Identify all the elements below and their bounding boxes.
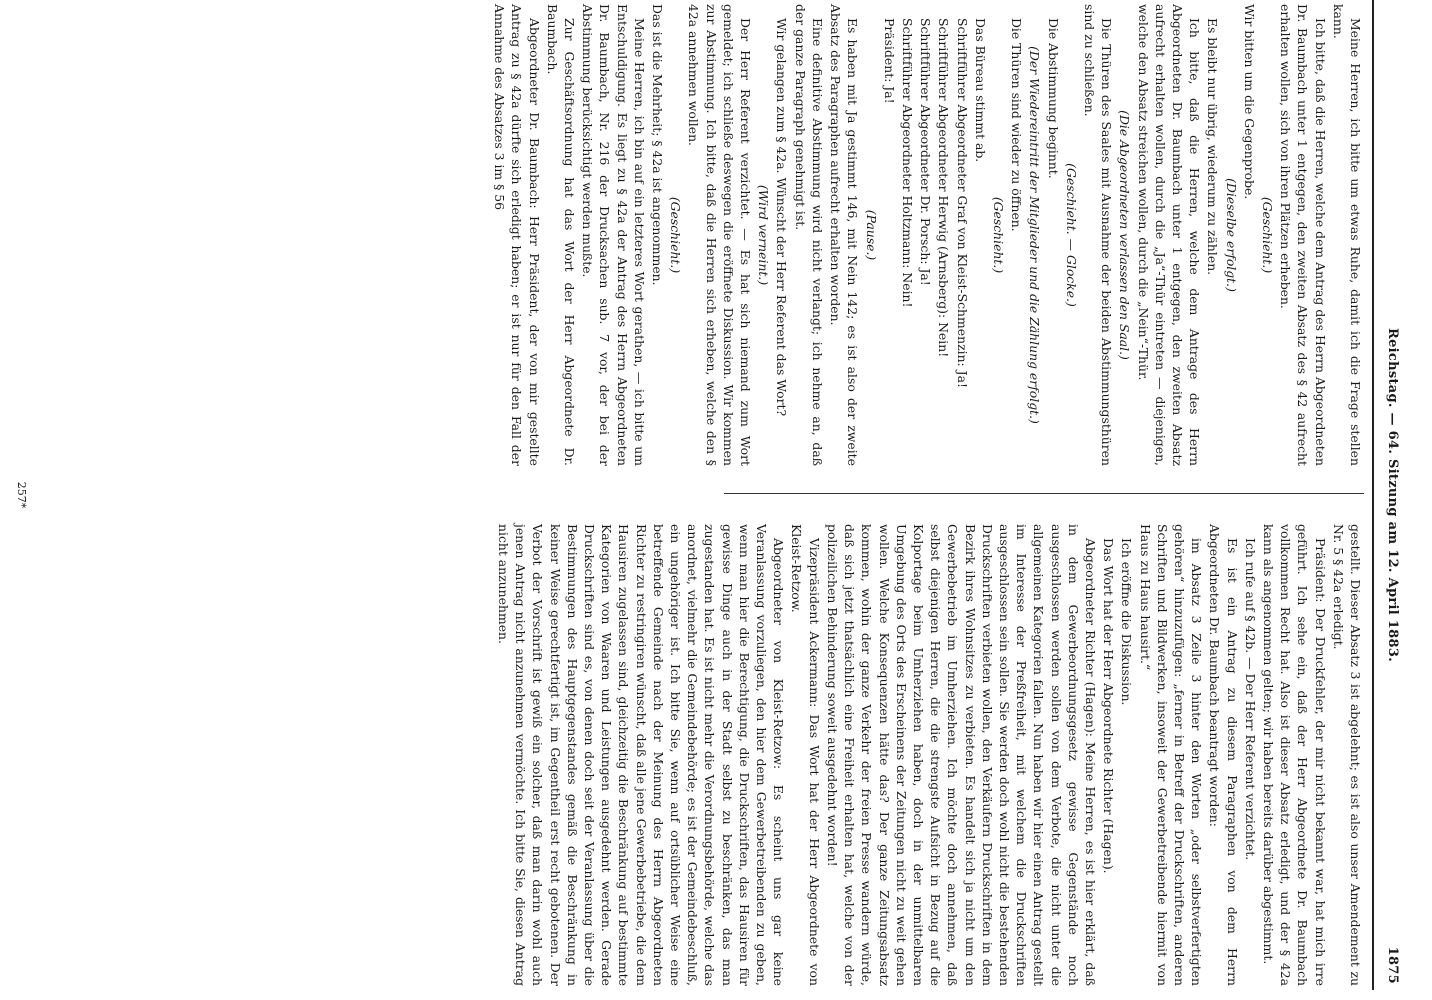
paragraph: Es ist ein Antrag zu diesem Paragraphen von dem Herrn Abgeordneten Dr. Baumbach beantragt worden: [1207,524,1240,986]
paragraph: Eine definitive Abstimmung wird nicht verlangt; ich nehme an, daß der ganze Paragraph genehmigt ist. [792,4,825,466]
paragraph: Schriftführer Abgeordneter Dr. Porsch: Ja! [918,18,934,286]
paragraph: Das ist die Mehrheit; § 42a ist angenommen. [650,4,666,286]
paragraph: Schriftführer Abgeordneter Herwig (Arnsberg): Nein! [936,18,952,358]
paragraph: Die Abstimmung beginnt. [1045,18,1061,179]
paragraph: Abgeordneter von Kleist-Retzow: Es scheint uns gar keine Veranlassung vorzuliegen, den hier dem Gewerbetreibenden zu geben, wenn man hier die Berechtigung, die Druckschriften, das Hausiren für gewisse Dinge auch in der Stadt selbst zu beschränken, das man zugestanden hat. Es ist nicht mehr die Verordnungsbehörde, welche das anordnet, vielmehr die Gemeindebehörde; es ist der Gemeindebeschluß, ein ungehöriger ist. Ich bitte Sie, wenn auf ortsüblicher Weise eine betreffende Gemeinde nach der Meinung des Herrn Abgeordneten Richter zu restringiren wünscht, daß alle jene Gewerbebetriebe, die dem Hausiren zugelassen sind, gleichzeitig die Beschränkung auf bestimmte Kategorien von Waaren und Leistungen ausgedehnt werden. Gerade Druckschriften sind es, von denen doch seit der Veranlassung über die Bestimmungen des Hauptgegenstandes gemäß die Beschränkung in keiner Weise gerechtfertigt ist, im Gegentheil erst recht gebotenen. Der Verbot der Vorschrift ist gewiß ein solcher, daß man darin wohl auch jenen Antrag nicht anzunehmen vermöchte. Ich bitte Sie, diesen Antrag nicht anzunehmen. [496,524,787,986]
paragraph: Das Wort hat der Herr Abgeordnete Richter (Hagen). [1101,538,1117,874]
paragraph: Präsident: Ja! [881,18,897,104]
paragraph: im Absatz 3 Zeile 3 hinter den Worten „oder selbstverfertigten gehören“ hinzuzufügen: „ferner in Betreff der Druckschriften, anderen Schriften und Bildwerken, insoweit der Gewerbetreibende hiermit von Haus zu Haus hausirt.“ [1137,524,1205,986]
paragraph: Es haben mit Ja gestimmt 146, mit Nein 142; es ist also der zweite Absatz des Paragraphen aufrecht erhalten worden. [828,4,861,466]
paragraph: Abgeordneter Dr. Baumbach: Herr Präsident, der von mir gestellte Antrag zu § 42a dürfte sich erledigt haben; er ist nur für den Fall der Annahme des Absatzes 3 im § 56 [492,4,542,466]
paragraph: (Wird verneint.) [756,184,772,286]
paragraph: (Der Wiedereintritt der Mitglieder und die Zählung erfolgt.) [1027,46,1043,424]
text-column-left [490,4,1364,466]
column-divider [724,493,1364,494]
paragraph: (Geschieht.) [668,196,684,274]
paragraph: Die Thüren sind wieder zu öffnen. [1009,18,1025,232]
page-number: 1875 [1385,946,1400,984]
paragraph: Ich eröffne die Diskussion. [1119,538,1135,706]
paragraph: Präsident: Der Druckfehler, der mir nicht bekannt war, hat mich irre geführt. Ich sehe ein, daß der Herr Abgeordnete Dr. Baumbach vollkommen Recht hat. Also ist dieser Absatz erledigt, und der § 42a kann als angenommen gelten; wir haben bereits darüber abgestimmt. [1260,524,1328,986]
paragraph: Ich bitte, daß die Herren, welche dem Antrag des Herrn Abgeordneten Dr. Baumbach unter 1 entgegen, den zweiten Absatz des § 42 aufrecht erhalten wollen, sich von ihren Plätzen erheben. [1278,4,1328,466]
paragraph: Meine Herren, ich bin auf ein letzteres Wort gerathen, — ich bitte um Entschuldigung. Es liegt zu § 42a der Antrag des Herrn Abgeordneten Dr. Baumbach, Nr. 216 der Drucksachen sub. 7 vor, der bei der Abstimmung berücksichtigt werden mußte. [580,4,647,466]
paragraph: gestellt. Dieser Absatz 3 ist abgelehnt; es ist also unser Amendement zu Nr. 5 § 42a erledigt. [1330,524,1363,986]
header-rule [1372,0,1374,990]
paragraph: Zur Geschäftsordnung hat das Wort der Herr Abgeordnete Dr. Baumbach. [544,4,578,466]
paragraph: (Geschieht. — Glocke.) [1063,163,1079,307]
paragraph: Wir gelangen zum § 42a. Wünscht der Herr Referent das Wort? [774,18,790,417]
paragraph: Der Herr Referent verzichtet. — Es hat sich niemand zum Wort gemeldet; ich schließe deswegen die eröffnete Diskussion. Wir kommen zur Abstimmung. Ich bitte, daß die Herren sich erheben, welche den § 42a annehmen wollen. [686,4,754,466]
paragraph: Es bleibt nur übrig, wiederum zu zählen. [1205,18,1221,276]
paragraph: Ich rufe auf § 42b. — Der Herr Referent verzichtet. [1242,538,1258,861]
paragraph: Vizepräsident Ackermann: Das Wort hat der Herr Abgeordnete von Kleist-Retzow. [789,524,822,986]
paragraph: Das Büreau stimmt ab. [972,18,988,163]
page-header [1376,0,1402,990]
signature-mark: 257* [15,481,28,509]
paragraph: Die Thüren des Saales mit Ausnahme der beiden Abstimmungsthüren sind zu schließen. [1081,4,1115,466]
paragraph: Abgeordneter Richter (Hagen): Meine Herren, es ist hier erklärt, daß in dem Gewerbeordnungsgesetz gewisse Gegenstände noch ausgeschlossen werden sollen von dem Verbote, die nicht unter die allgemeinen Kategorien fallen. Nun haben wir hier einen Antrag gestellt im Interesse der Preßfreiheit, mit welchem die Druckschriften ausgeschlossen sein sollen. Sie werden doch wohl nicht die bestehenden Druckschriften verbieten wollen, den Verkäufern Druckschriften in dem Bezirk ihres Wohnsitzes zu verbieten. Es handelt sich ja nicht um den Gewerbebetrieb im Umherziehen. Ich möchte doch annehmen, daß selbst diejenigen Herren, die die strengste Aufsicht in Bezug auf die Kolportage beim Umherziehen haben, doch in der unmittelbaren Umgebung des Orts des Erscheinens der Zeitungen nicht zu weit gehen wollen. Welche Konsequenzen hätte das? Der ganze Zeitungsabsatz kommen, wohin der ganze Verkehr der freien Presse wandern würde, daß sich jetzt thatsächlich eine Freiheit erhalten hat, welche von der polizeilichen Behinderung soweit ausgedehnt worden! [824,524,1098,986]
paragraph: Wir bitten um die Gegenprobe. [1241,4,1257,200]
running-title: Reichstag. — 64. Sitzung am 12. April 1883. [1385,327,1400,663]
paragraph: Schriftführer Abgeordneter Holtzmann: Nein! [899,18,915,308]
paragraph: Meine Herren, ich bitte um etwas Ruhe, damit ich die Frage stellen kann. [1330,4,1363,466]
paragraph: Schriftführer Abgeordneter Graf von Kleist-Schmenzin: Ja! [954,18,970,389]
paragraph: (Pause.) [863,209,879,261]
paragraph: (Geschieht.) [1259,196,1275,274]
paragraph: Ich bitte, daß die Herren, welche dem Antrage des Herrn Abgeordneten Dr. Baumbach unter 1 entgegen, den zweiten Absatz aufrecht erhalten wollen, durch die „Ja“-Thür eintreten — diejenigen, welche den Absatz streichen wollen, durch die „Nein“-Thür. [1135,4,1203,466]
paragraph: (Die Abgeordneten verlassen den Saal.) [1117,110,1133,360]
text-column-right [494,524,1364,986]
paragraph: (Dieselbe erfolgt.) [1223,178,1239,292]
paragraph: (Geschieht.) [990,196,1006,274]
